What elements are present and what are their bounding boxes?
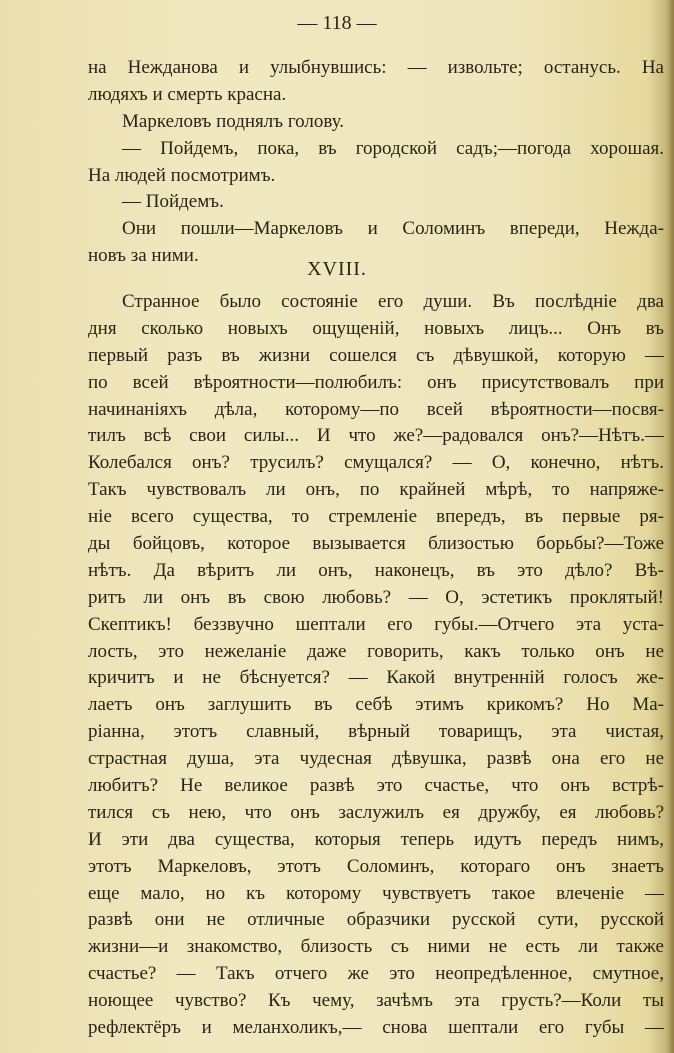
text-line: Такъ чувствовалъ ли онъ, по крайней мѣрѣ, то напряже-: [88, 479, 664, 501]
text-line: еще мало, но къ которому чувствуетъ такое влеченіе —: [88, 882, 664, 904]
text-line: рефлектёръ и меланхоликъ,— снова шептали его губы —: [88, 1017, 664, 1039]
text-line: Странное было состояніе его души. Въ послѣдніе два: [122, 291, 664, 312]
text-line: тилъ всѣ свои силы... И что же?—радовался онъ?—Нѣтъ.—: [88, 425, 664, 447]
text-line: на Нежданова и улыбнувшись: — извольте; останусь. На: [88, 57, 664, 78]
text-line: первый разъ въ жизни сошелся съ дѣвушкой, которую —: [88, 344, 664, 366]
text-line: кричитъ и не бѣснуется? — Какой внутренній голосъ же-: [88, 667, 664, 689]
text-line: И эти два существа, которыя теперь идутъ передъ нимъ,: [88, 828, 664, 850]
text-line: — Пойдемъ, пока, въ городской садъ;—погода хорошая.: [122, 137, 664, 159]
chapter-body: [88, 289, 664, 1042]
text-line: Они пошли—Маркеловъ и Соломинъ впереди, Нежда-: [122, 218, 664, 240]
text-line: — Пойдемъ.: [122, 191, 224, 213]
text-line: развѣ они не отличные образчики русской сути, русской: [88, 909, 664, 931]
text-line: жизни—и знакомство, близость съ ними не есть ли также: [88, 936, 664, 958]
text-line: дня сколько новыхъ ощущеній, новыхъ лицъ... Онъ въ: [88, 317, 664, 339]
text-line: Колебался онъ? трусилъ? смущался? — О, конечно, нѣтъ.: [88, 452, 664, 474]
text-line: людяхъ и смерть красна.: [88, 83, 287, 105]
text-line: этотъ Маркеловъ, этотъ Соломинъ, котораго онъ знаетъ: [88, 855, 664, 877]
text-line: На людей посмотримъ.: [88, 164, 276, 186]
text-line: Скептикъ! беззвучно шептали его губы.—Отчего эта уста-: [88, 613, 664, 635]
text-line: новъ за ними.: [88, 245, 199, 267]
text-line: ніе всего существа, то стремленіе впередъ, въ первые ря-: [88, 506, 664, 528]
text-line: ритъ ли онъ въ свою любовь? — О, эстетикъ проклятый!: [88, 586, 664, 608]
text-line: ды бойцовъ, которое вызывается близостью борьбы?—Тоже: [88, 533, 664, 555]
text-line: любитъ? Не великое развѣ это счастье, что онъ встрѣ-: [88, 775, 664, 797]
text-line: счастье? — Такъ отчего же это неопредѣленное, смутное,: [88, 963, 664, 985]
page-number: — 118 —: [297, 12, 377, 34]
text-line: лаетъ онъ заглушить въ себѣ этимъ крикомъ? Но Ма-: [88, 694, 664, 716]
text-line: тился съ нею, что онъ заслужилъ ея дружбу, ея любовь?: [88, 801, 664, 823]
text-line: нѣтъ. Да вѣритъ ли онъ, наконецъ, въ это дѣло? Вѣ-: [88, 559, 664, 581]
text-line: начинаніяхъ дѣла, которому—по всей вѣроятности—посвя-: [88, 398, 664, 420]
text-line: страстная душа, эта чудесная дѣвушка, развѣ она его не: [88, 748, 664, 770]
text-line: ріанна, этотъ славный, вѣрный товарищъ, эта чистая,: [88, 721, 664, 743]
book-page-edge: [666, 0, 674, 1053]
chapter-heading: XVIII.: [307, 258, 367, 280]
text-line: Маркеловъ поднялъ голову.: [122, 110, 345, 132]
text-line: по всей вѣроятности—полюбилъ: онъ присутствовалъ при: [88, 371, 664, 393]
text-line: ноющее чувство? Къ чему, зачѣмъ эта грусть?—Коли ты: [88, 990, 664, 1012]
previous-chapter-ending: [88, 55, 664, 270]
text-line: лость, это нежеланіе даже говорить, какъ только онъ не: [88, 640, 664, 662]
